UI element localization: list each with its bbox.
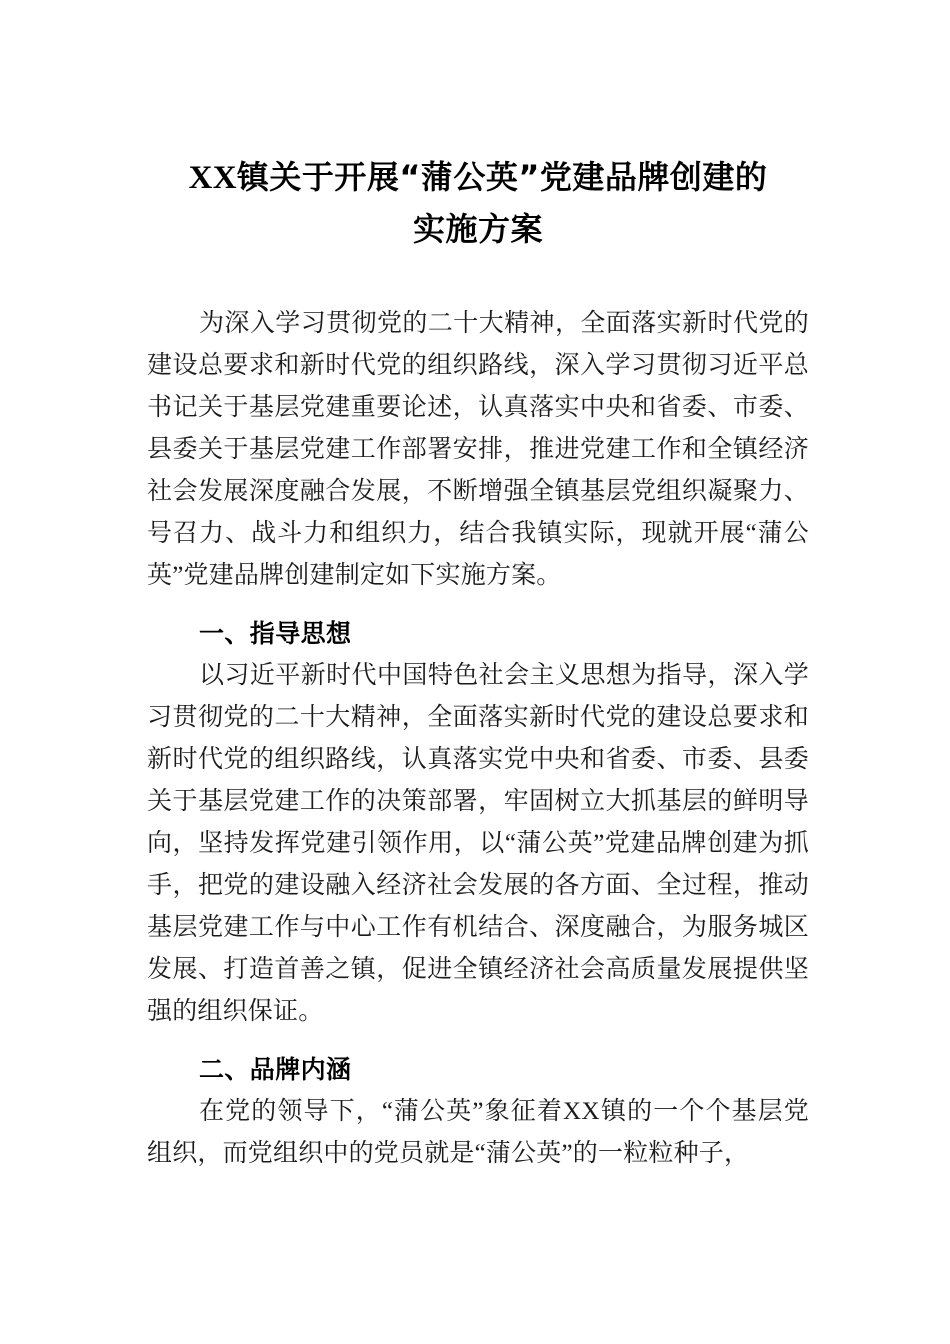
document-content xyxy=(147,0,809,1175)
section-body-2 xyxy=(147,1091,809,1175)
title-line-1-text: 镇关于开展“蒲公英”党建品牌创建的 xyxy=(236,158,768,196)
section-2-body-part1: 在党的领导下，“蒲公英”象征着 xyxy=(199,1098,563,1125)
section-body-1: 以习近平新时代中国特色社会主义思想为指导，深入学习贯彻党的二十大精神，全面落实新时代党的建设总要求和新时代党的组织路线，认真落实党中央和省委、市委、县委关于基层党建工作的决策部署，牢固树立大抓基层的鲜明导向，坚持发挥党建引领作用，以“蒲公英”党建品牌创建为抓手，把党的建设融入经济社会发展的各方面、全过程，推动基层党建工作与中心工作有机结合、深度融合，为服务城区发展、打造首善之镇，促进全镇经济社会高质量发展提供坚强的组织保证。 xyxy=(147,662,809,1025)
section-2-body-part2: 镇的一个个基层党组织，而党组织中的党员就是“蒲公英”的一粒粒种子， xyxy=(147,1098,809,1167)
preamble-paragraph: 为深入学习贯彻党的二十大精神，全面落实新时代党的建设总要求和新时代党的组织路线，深入学习贯彻习近平总书记关于基层党建重要论述，认真落实中央和省委、市委、县委关于基层党建工作部署安排，推进党建工作和全镇经济社会发展深度融合发展，不断增强全镇基层党组织凝聚力、号召力、战斗力和组织力，结合我镇实际，现就开展“蒲公英”党建品牌创建制定如下实施方案。 xyxy=(147,310,809,589)
title-line-2: 实施方案 xyxy=(412,210,543,248)
section-2-body-latin: XX xyxy=(562,1098,601,1125)
title-line-1 xyxy=(147,152,809,204)
page-title xyxy=(147,0,809,255)
section-heading-2: 二、品牌内涵 xyxy=(199,1055,352,1084)
section-heading-1: 一、指导思想 xyxy=(199,619,352,648)
title-latin-prefix: XX xyxy=(188,160,237,196)
